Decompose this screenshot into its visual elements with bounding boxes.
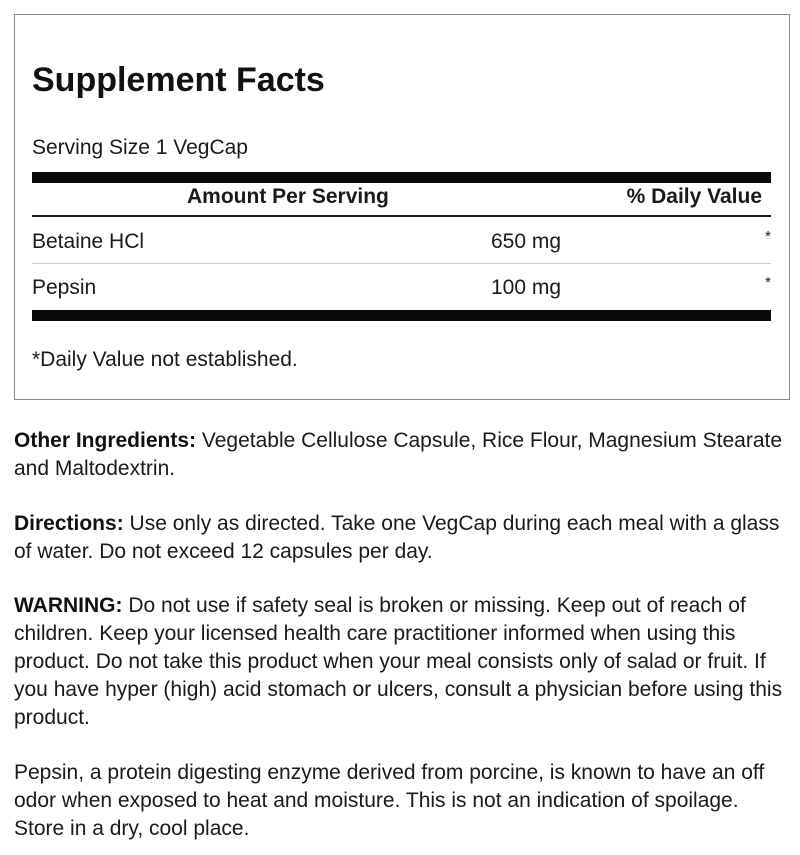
nutrient-daily-value: * <box>765 228 771 245</box>
thick-divider-top <box>32 172 771 183</box>
nutrient-name: Pepsin <box>32 276 97 299</box>
facts-title: Supplement Facts <box>32 61 325 99</box>
daily-value-footnote: *Daily Value not established. <box>32 348 298 371</box>
header-daily-value: % Daily Value <box>626 185 762 208</box>
header-divider <box>32 215 771 217</box>
header-amount-per-serving: Amount Per Serving <box>187 185 389 208</box>
nutrient-amount: 650 mg <box>491 230 562 253</box>
other-ingredients-label: Other Ingredients: <box>14 429 197 452</box>
directions-text: Use only as directed. Take one VegCap during each meal with a glass of water. Do not exceed 12 capsules per day. <box>14 512 780 563</box>
nutrient-amount: 100 mg <box>491 276 562 299</box>
other-ingredients-paragraph <box>14 427 794 483</box>
warning-paragraph <box>14 592 794 732</box>
supplement-facts-panel <box>14 14 790 400</box>
directions-paragraph <box>14 510 794 566</box>
directions-label: Directions: <box>14 512 124 535</box>
warning-label: WARNING: <box>14 594 123 617</box>
nutrient-name: Betaine HCl <box>32 230 145 253</box>
serving-size: Serving Size 1 VegCap <box>32 136 248 159</box>
other-ingredients-text: Vegetable Cellulose Capsule, Rice Flour, Magnesium Stearate and Maltodextrin. <box>14 429 783 480</box>
facts-row <box>32 264 771 309</box>
facts-row <box>32 218 771 263</box>
thick-divider-bottom <box>32 310 771 321</box>
nutrient-daily-value: * <box>765 274 771 291</box>
pepsin-note-paragraph: Pepsin, a protein digesting enzyme derived from porcine, is known to have an off odor when exposed to heat and moisture. This is not an indication of spoilage. Store in a dry, cool place. <box>14 761 765 840</box>
warning-text: Do not use if safety seal is broken or missing. Keep out of reach of children. Keep your licensed health care practitioner informed when using this product. Do not take this product when your meal consists only of salad or fruit. If you have hyper (high) acid stomach or ulcers, consult a physician before using this product. <box>14 594 783 729</box>
